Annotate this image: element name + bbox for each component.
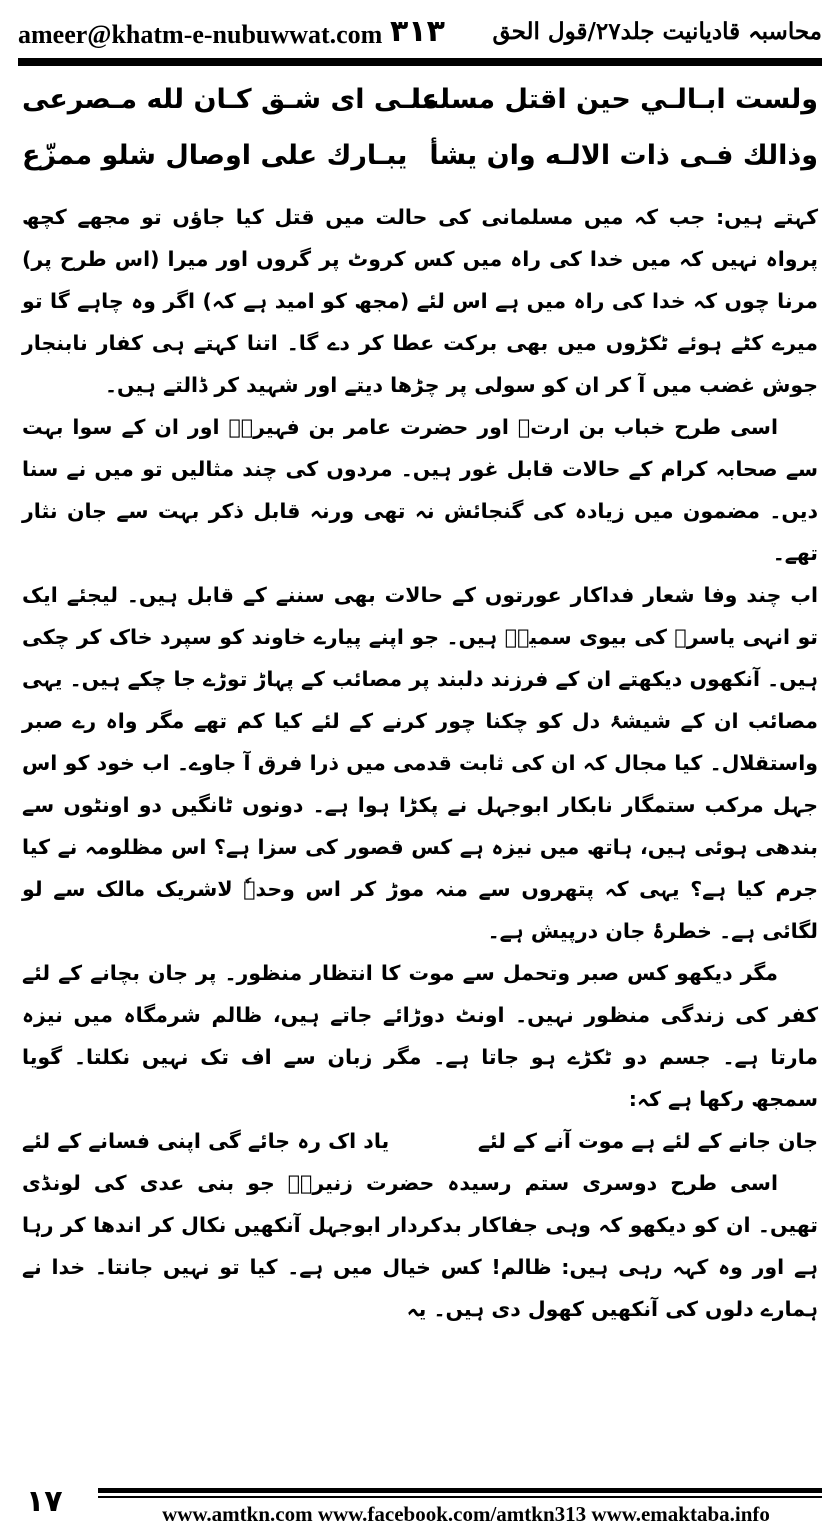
- footer-website-links: www.amtkn.com www.facebook.com/amtkn313 www.emaktaba.info: [162, 1502, 770, 1526]
- header-rule: [18, 58, 822, 66]
- couplet-right: جان جانے کے لئے ہے موت آنے کے لئے: [477, 1129, 818, 1153]
- body-text: [22, 196, 818, 1330]
- footer-page-number: ۱۷: [26, 1484, 63, 1519]
- paragraph: کہتے ہیں: جب کہ میں مسلمانی کی حالت میں قتل کیا جاؤں تو مجھے کچھ پرواہ نہیں کہ میں خدا کی راہ میں کس کروٹ پر گروں اور میرا (اس طرح پر) مرنا چوں کہ خدا کی راہ میں ہے اس لئے (مجھ کو امید ہے کہ) اگر وہ چاہے گا تو میرے کٹے ہوئے ٹکڑوں میں بھی برکت عطا کر دے گا۔ اتنا کہتے ہی کفار نابنجار جوش غضب میں آ کر ان کو سولی پر چڑھا دیتے اور شہید کر ڈالتے ہیں۔: [22, 205, 818, 397]
- header-email: ameer@khatm-e-nubuwwat.com: [18, 20, 383, 49]
- verse-hemistich-right: ولست ابـالـي حين اقتل مسلما: [411, 84, 818, 115]
- paragraph: اسی طرح دوسری ستم رسیدہ حضرت زنیرہؓ جو بنی عدی کی لونڈی تھیں۔ ان کو دیکھو کہ وہی جفاکار بدکردار ابوجہل آنکھیں نکال کر اندھا کر رہا ہے اور وہ کہہ رہی ہیں: ظالم! کس خیال میں ہے۔ کیا تو نہیں جانتا۔ خدا نے ہمارے دلوں کی آنکھیں کھول دی ہیں۔ یہ: [22, 1171, 818, 1321]
- header-book-title: محاسبہ قادیانیت جلد۲۷/قول الحق: [492, 18, 822, 45]
- arabic-verses: [22, 84, 818, 196]
- page-header: [18, 14, 822, 54]
- verse-hemistich-right: وذالك فـى ذات الالـه وان يشأ: [429, 140, 818, 171]
- page-footer: [18, 1484, 822, 1534]
- verse-hemistich-left: علـى اى شـق كـان لله مـصرعى: [22, 84, 440, 115]
- verse-line-2: [22, 140, 818, 196]
- paragraph: اسی طرح خباب بن ارتؓ اور حضرت عامر بن فہیرہؓ اور ان کے سوا بہت سے صحابہ کرام کے حالات قابل غور ہیں۔ مردوں کی چند مثالیں تو میں نے سنا دیں۔ مضمون میں زیادہ کی گنجائش نہ تھی ورنہ قابل ذکر بہت سے جان نثار تھے۔: [22, 415, 818, 565]
- header-page-number: ۳۱۳: [390, 14, 445, 49]
- couplet-left: یاد اک رہ جائے گی اپنی فسانے کے لئے: [22, 1129, 390, 1153]
- footer-rule-thick: [98, 1488, 822, 1493]
- footer-rule-thin: [98, 1496, 822, 1498]
- verse-line-1: [22, 84, 818, 140]
- verse-hemistich-left: يبـارك على اوصال شلو ممزّع: [22, 140, 408, 171]
- urdu-couplet: [22, 1120, 818, 1162]
- paragraph: مگر دیکھو کس صبر وتحمل سے موت کا انتظار منظور۔ پر جان بچانے کے لئے کفر کی زندگی منظور نہیں۔ اونٹ دوڑائے جاتے ہیں، ظالم شرمگاہ میں نیزہ مارتا ہے۔ جسم دو ٹکڑے ہو جاتا ہے۔ مگر زبان سے اف تک نہیں نکلتا۔ گویا سمجھ رکھا ہے کہ:: [22, 961, 818, 1111]
- paragraph: اب چند وفا شعار فداکار عورتوں کے حالات بھی سننے کے قابل ہیں۔ لیجئے ایک تو انہی یاسرؓ کی بیوی سمیہؓ ہیں۔ جو اپنے پیارے خاوند کو سپرد خاک کر چکی ہیں۔ آنکھوں دیکھتے ان کے فرزند دلبند پر مصائب کے پہاڑ توڑے جا چکے ہیں۔ یہی مصائب ان کے شیشۂ دل کو چکنا چور کرنے کے لئے کیا کم تھے مگر واہ رے صبر واستقلال۔ کیا مجال کہ ان کی ثابت قدمی میں ذرا فرق آ جاوے۔ اب خود کو اس جہل مرکب ستمگار نابکار ابوجہل نے پکڑا ہوا ہے۔ دونوں ٹانگیں دو اونٹوں سے بندھی ہوئی ہیں، ہاتھ میں نیزہ ہے کس قصور کی سزا ہے؟ اس مظلومہ نے کیا جرم کیا ہے؟ یہی کہ پتھروں سے منہ موڑ کر اس وحدہٗ لاشریک مالک سے لو لگائی ہے۔ خطرۂ جان درپیش ہے۔: [22, 583, 818, 943]
